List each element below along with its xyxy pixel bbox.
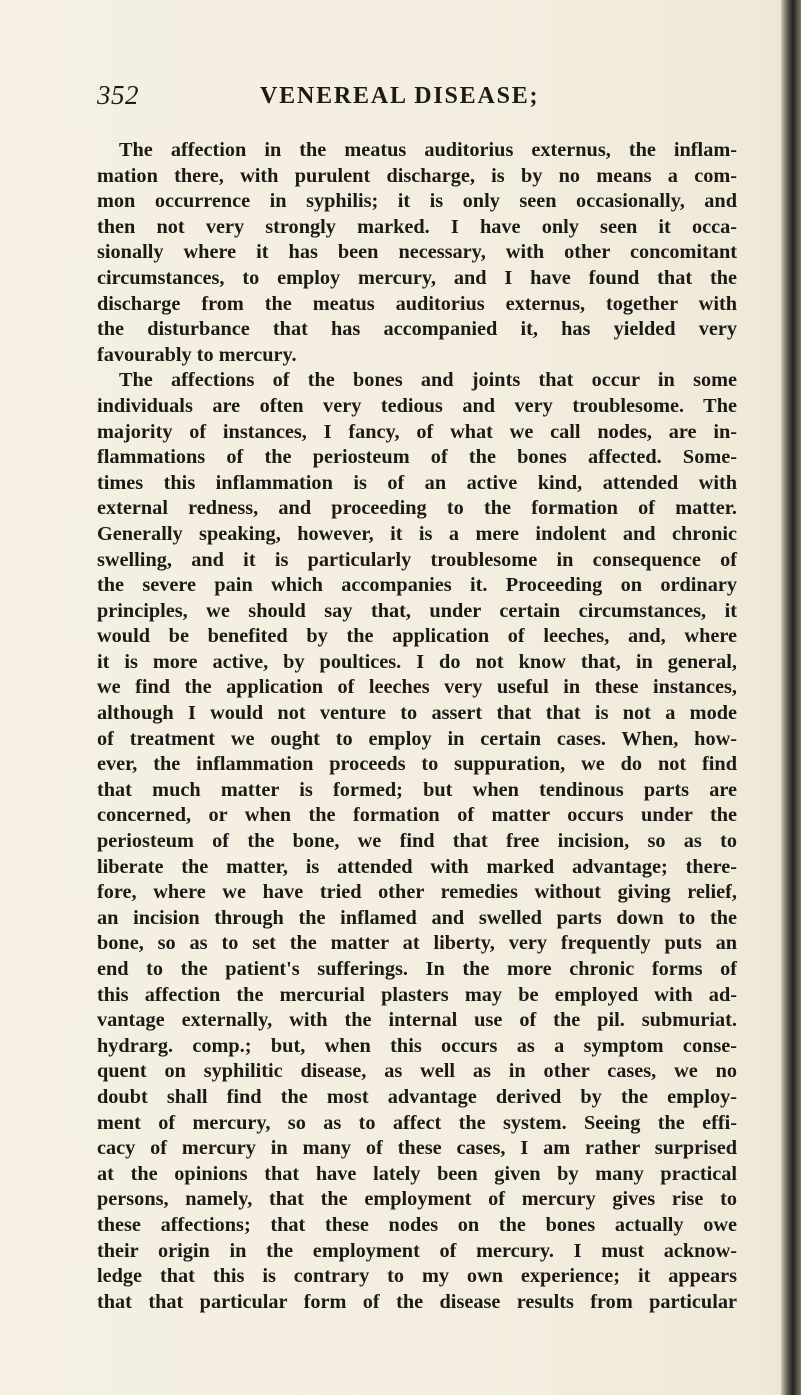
text-line: an incision through the inflamed and swelled parts down to the — [97, 906, 737, 929]
text-line: concerned, or when the formation of matter occurs under the — [97, 804, 737, 827]
text-line: times this inflammation is of an active kind, attended with — [97, 471, 737, 494]
page-header — [97, 80, 737, 120]
text-line: mon occurrence in syphilis; it is only seen occasionally, and — [97, 190, 737, 213]
text-line: circumstances, to employ mercury, and I have found that the — [97, 266, 737, 289]
text-line: end to the patient's sufferings. In the more chronic forms of — [97, 958, 737, 980]
text-line: the disturbance that has accompanied it, has yielded very — [97, 318, 737, 341]
text-line: although I would not venture to assert that that is not a mode — [97, 702, 737, 725]
text-line: cacy of mercury in many of these cases, I am rather surprised — [97, 1137, 737, 1160]
text-line: their origin in the employment of mercury. I must acknow- — [97, 1239, 737, 1262]
text-line: mation there, with purulent discharge, is by no means a com- — [97, 164, 737, 187]
text-line: The affections of the bones and joints that occur in some — [119, 369, 737, 392]
text-line: discharge from the meatus auditorius externus, together with — [97, 292, 737, 315]
text-line: would be benefited by the application of leeches, and, where — [97, 625, 737, 648]
text-line: we find the application of leeches very useful in these instances, — [97, 676, 737, 699]
text-line: vantage externally, with the internal use of the pil. submuriat. — [97, 1009, 737, 1032]
text-line: periosteum of the bone, we find that free incision, so as to — [97, 830, 737, 853]
text-line: principles, we should say that, under certain circumstances, it — [97, 599, 737, 622]
text-line: favourably to mercury. — [97, 343, 297, 366]
text-line: then not very strongly marked. I have only seen it occa- — [97, 215, 737, 238]
text-line: it is more active, by poultices. I do not know that, in general, — [97, 650, 737, 673]
body-text — [97, 138, 737, 1315]
text-line: ever, the inflammation proceeds to suppuration, we do not find — [97, 753, 737, 776]
text-line: swelling, and it is particularly troublesome in consequence of — [97, 548, 737, 571]
text-line: ledge that this is contrary to my own experience; it appears — [97, 1265, 737, 1288]
text-line: individuals are often very tedious and very troublesome. The — [97, 394, 737, 417]
text-line: sionally where it has been necessary, with other concomitant — [97, 241, 737, 264]
text-line: hydrarg. comp.; but, when this occurs as a symptom conse- — [97, 1034, 737, 1057]
text-line: majority of instances, I fancy, of what we call nodes, are in- — [97, 420, 737, 443]
text-line: the severe pain which accompanies it. Proceeding on ordinary — [97, 574, 737, 597]
text-line: ment of mercury, so as to affect the system. Seeing the effi- — [97, 1111, 737, 1134]
text-line: external redness, and proceeding to the formation of matter. — [97, 497, 737, 520]
running-head: VENEREAL DISEASE; — [260, 83, 540, 109]
text-line: that much matter is formed; but when tendinous parts are — [97, 778, 737, 801]
text-line: at the opinions that have lately been given by many practical — [97, 1162, 737, 1185]
text-line: fore, where we have tried other remedies without giving relief, — [97, 881, 737, 904]
text-line: quent on syphilitic disease, as well as in other cases, we no — [97, 1060, 737, 1083]
text-line: flammations of the periosteum of the bones affected. Some- — [97, 446, 737, 469]
page-edge-shadow — [781, 0, 801, 1395]
text-line: persons, namely, that the employment of mercury gives rise to — [97, 1188, 737, 1211]
text-line: bone, so as to set the matter at liberty, very frequently puts an — [97, 932, 737, 955]
page-number: 352 — [97, 80, 139, 110]
text-line: The affection in the meatus auditorius externus, the inflam- — [119, 139, 737, 161]
text-line: these affections; that these nodes on the bones actually owe — [97, 1213, 737, 1236]
text-line: this affection the mercurial plasters may be employed with ad- — [97, 983, 737, 1006]
text-line: Generally speaking, however, it is a mere indolent and chronic — [97, 522, 737, 545]
text-line: doubt shall find the most advantage derived by the employ- — [97, 1085, 737, 1108]
text-line: of treatment we ought to employ in certain cases. When, how- — [97, 727, 737, 750]
text-line: that that particular form of the disease results from particular — [97, 1290, 737, 1313]
text-line: liberate the matter, is attended with marked advantage; there- — [97, 855, 737, 878]
